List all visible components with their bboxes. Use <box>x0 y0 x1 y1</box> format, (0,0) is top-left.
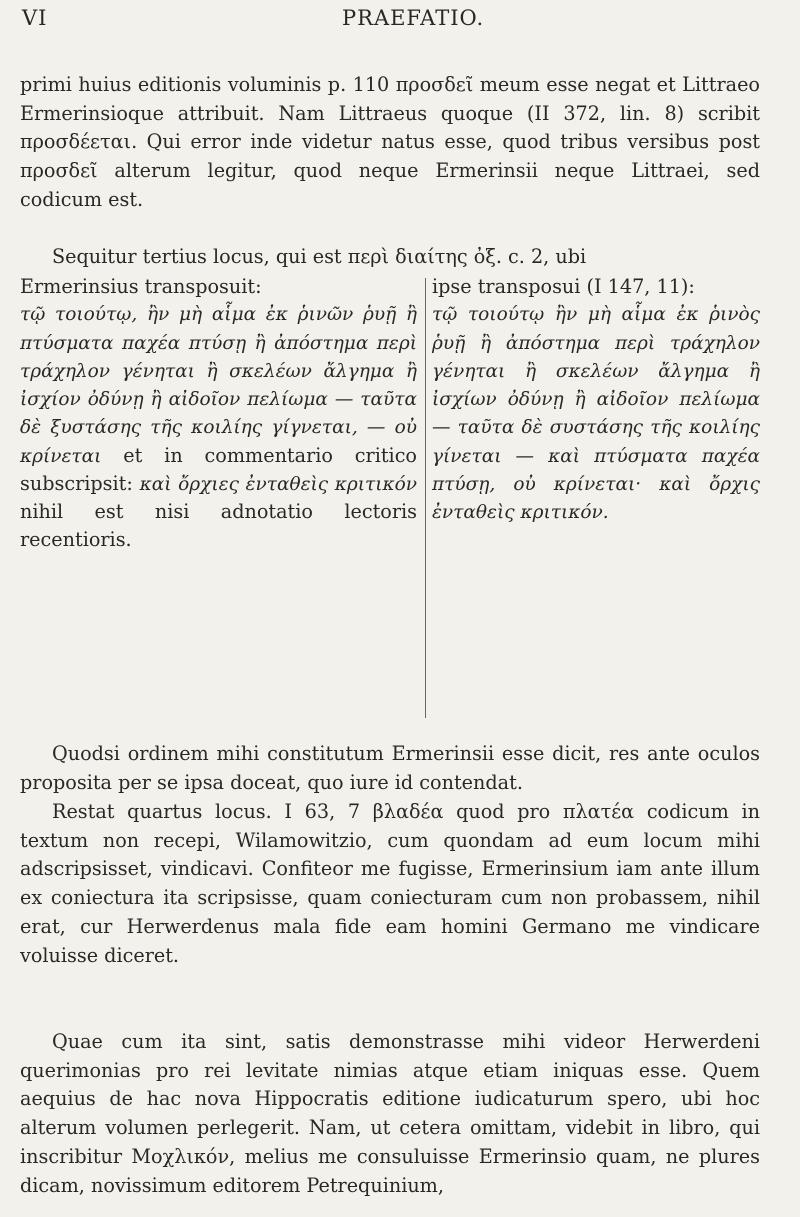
page-header <box>20 6 750 36</box>
left-column-heading: Ermerinsius transposuit: <box>20 275 262 298</box>
paragraph-third-locus: Sequitur tertius locus, qui est περὶ διαίτης ὀξ. c. 2, ubi <box>52 245 587 268</box>
right-column-editor <box>432 273 760 527</box>
left-column-body <box>20 300 417 553</box>
right-column-heading: ipse transposui (I 147, 11): <box>432 275 695 298</box>
left-greek-quote: καὶ ὄρχιες ἐνταθεὶς κριτικόν <box>139 474 417 496</box>
paragraph-restat: Restat quartus locus. I 63, 7 βλαδέα quod pro πλατέα codicum in textum non recepi, Wilamowitzio, cum quondam ad eum locum mihi adscripsisset, vindicavi. Confiteor me fugisse, Ermerinsium iam ante illum ex coniectura ita scripsisse, quam coniecturam cum non probassem, nihil erat, cur Herwerdenus mala fide eam homini Germano me vindicare voluisse diceret. <box>20 800 760 967</box>
running-title: PRAEFATIO. <box>342 6 485 30</box>
right-column-body <box>432 300 760 526</box>
left-latin-note-1: et in commentario critico subscripsit: <box>20 443 417 496</box>
left-greek-passage: τῷ τοιούτῳ, ἢν μὴ αἷμα ἐκ ῥινῶν ῥυῇ ἢ πτύσματα παχέα πτύσῃ ἢ ἀπόστημα περὶ τράχηλον γένηται ἢ σκελέων ἄλγημα ἢ ἰσχίον ὀδύνῃ ἢ αἰδοῖον πελίωμα — ταῦτα δὲ ξυστάσης τῆς κοιλίης γίγνεται, — οὐ κρίνεται <box>20 304 417 467</box>
paragraph-quae-cum: Quae cum ita sint, satis demonstrasse mihi videor Herwerdeni querimonias pro rei levitate nimias atque etiam iniquas esse. Quem aequius de hac nova Hippocratis editione iudicaturum spero, ubi hoc alterum volumen perlegerit. Nam, ut cetera omittam, videbit in libro, qui inscribitur Μοχλικόν, melius me consuluisse Ermerinsio quam, ne plures dicam, novissimum editorem Petrequinium, <box>20 1030 760 1197</box>
left-column-ermerinsius <box>20 273 417 553</box>
left-latin-note-2: nihil est nisi adnotatio lectoris recentioris. <box>20 500 417 551</box>
column-divider <box>425 278 426 718</box>
right-greek-passage: τῷ τοιούτῳ ἢν μὴ αἷμα ἐκ ῥινὸς ῥυῇ ἢ ἀπόστημα περὶ τράχηλον γένηται ἢ σκελέων ἄλγημα ἢ ἰσχίων ὀδύνῃ ἢ αἰδοῖον πελίωμα — ταῦτα δὲ συστάσης τῆς κοιλίης γίνεται — καὶ πτύσματα παχέα πτύσῃ, οὐ κρίνεται· καὶ ὄρχις ἐνταθεὶς κριτικόν. <box>432 304 760 524</box>
page-number: VI <box>22 6 48 30</box>
paragraph-quodsi: Quodsi ordinem mihi constitutum Ermerinsii esse dicit, res ante oculos proposita per se ipsa doceat, quo iure id contendat. <box>20 742 760 794</box>
paragraph-intro: primi huius editionis voluminis p. 110 προσδεῖ meum esse negat et Littraeo Ermerinsioque attribuit. Nam Littraeus quoque (II 372, lin. 8) scribit προσδέεται. Qui error inde videtur natus esse, quod tribus versibus post προσδεῖ alterum legitur, quod neque Ermerinsii neque Littraei, sed codicum est. <box>20 73 760 211</box>
